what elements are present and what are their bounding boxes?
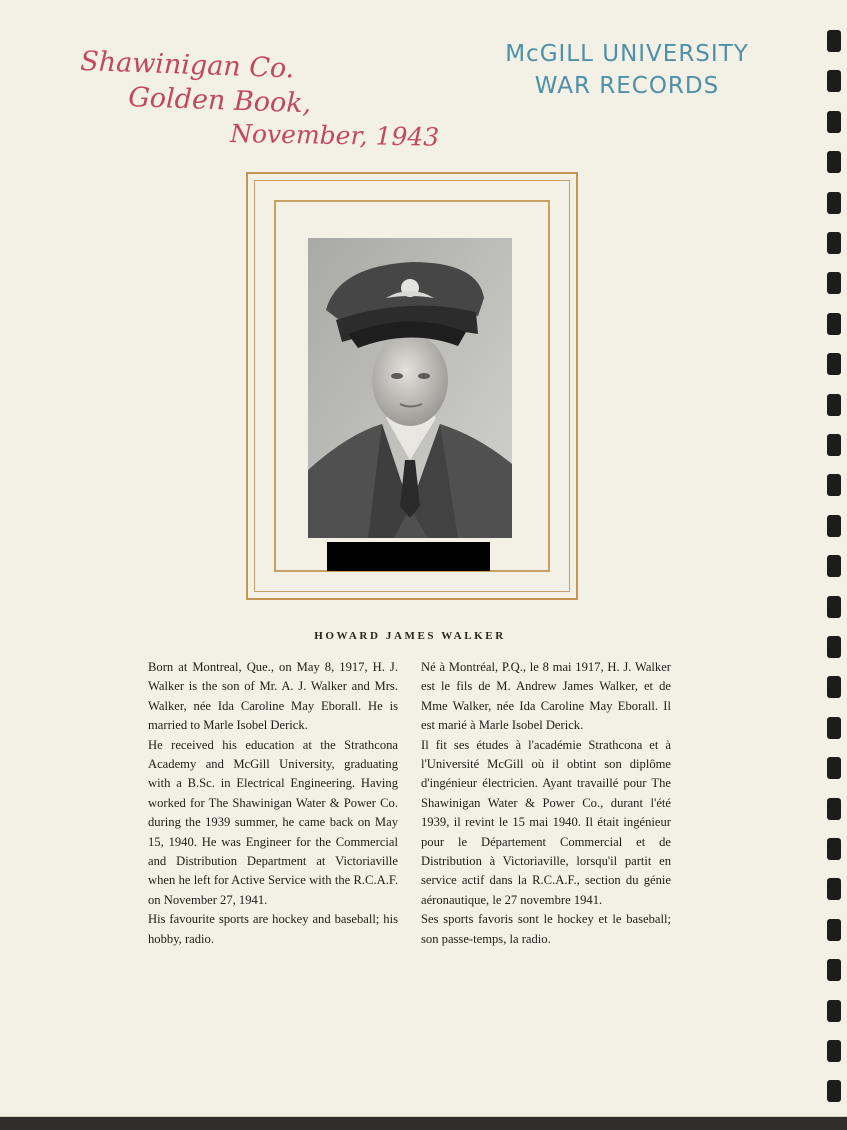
- binding-hole: [827, 192, 841, 214]
- binding-hole: [827, 757, 841, 779]
- handwritten-line-1: Shawinigan Co.: [80, 46, 295, 85]
- binding-hole: [827, 313, 841, 335]
- binding-hole: [827, 434, 841, 456]
- binding-hole: [827, 394, 841, 416]
- subject-name: HOWARD JAMES WALKER: [314, 630, 506, 642]
- binding-hole: [827, 1040, 841, 1062]
- binding-hole: [827, 959, 841, 981]
- french-paragraph-2: Il fit ses études à l'académie Strathcona et à l'Université McGill où il obtint son diplôme d'ingénieur électricien. Ayant travaillé pour The Shawinigan Water & Power Co., durant l'été 1939, il revint le 15 mai 1940. Il était ingénieur pour le Département Commercial et de Distribution à Victoriaville, lorsqu'il partit en service actif dans la R.C.A.F., section du génie aéronautique, le 27 novembre 1941.: [421, 737, 671, 907]
- portrait-photo: [308, 238, 512, 538]
- binding-hole: [827, 272, 841, 294]
- binding-holes: [785, 0, 847, 1116]
- binding-hole: [827, 1080, 841, 1102]
- binding-hole: [827, 353, 841, 375]
- handwritten-note: [80, 38, 460, 158]
- redaction-bar: [327, 542, 490, 571]
- french-paragraph-3: Ses sports favoris sont le hockey et le baseball; son passe-temps, la radio.: [421, 912, 671, 946]
- french-paragraph-1: Né à Montréal, P.Q., le 8 mai 1917, H. J. Walker est le fils de M. Andrew James Walker, et de Mme Walker, née Ida Caroline May Eborall. Il est marié à Marle Isobel Derick.: [421, 660, 671, 733]
- english-paragraph-1: Born at Montreal, Que., on May 8, 1917, H. J. Walker is the son of Mr. A. J. Walker and Mrs. Walker, née Ida Caroline May Eborall. He is married to Marle Isobel Derick.: [148, 660, 398, 733]
- binding-hole: [827, 717, 841, 739]
- binding-hole: [827, 676, 841, 698]
- binding-hole: [827, 1000, 841, 1022]
- binding-hole: [827, 919, 841, 941]
- handwritten-line-2: Golden Book,: [127, 82, 312, 120]
- binding-hole: [827, 596, 841, 618]
- binding-hole: [827, 151, 841, 173]
- handwritten-line-3: November, 1943: [229, 119, 440, 152]
- english-biography: [148, 658, 398, 949]
- binding-hole: [827, 515, 841, 537]
- binding-hole: [827, 70, 841, 92]
- stamp-line-1: McGILL UNIVERSITY: [505, 41, 749, 67]
- binding-hole: [827, 474, 841, 496]
- binding-hole: [827, 838, 841, 860]
- binding-hole: [827, 111, 841, 133]
- binding-hole: [827, 555, 841, 577]
- binding-hole: [827, 798, 841, 820]
- french-biography: [421, 658, 671, 949]
- binding-hole: [827, 878, 841, 900]
- binding-hole: [827, 636, 841, 658]
- english-paragraph-3: His favourite sports are hockey and baseball; his hobby, radio.: [148, 912, 398, 946]
- binding-hole: [827, 30, 841, 52]
- stamp-line-2: WAR RECORDS: [534, 73, 720, 99]
- binding-hole: [827, 232, 841, 254]
- english-paragraph-2: He received his education at the Strathcona Academy and McGill University, graduating with a B.Sc. in Electrical Engineering. Having worked for The Shawinigan Water & Power Co. during the 1939 summer, he came back on May 15, 1940. He was Engineer for the Commercial and Distribution Department at Victoriaville when he left for Active Service with the R.C.A.F. on November 27, 1941.: [148, 737, 398, 907]
- portrait-illustration: [308, 238, 512, 538]
- archive-stamp: [496, 38, 758, 102]
